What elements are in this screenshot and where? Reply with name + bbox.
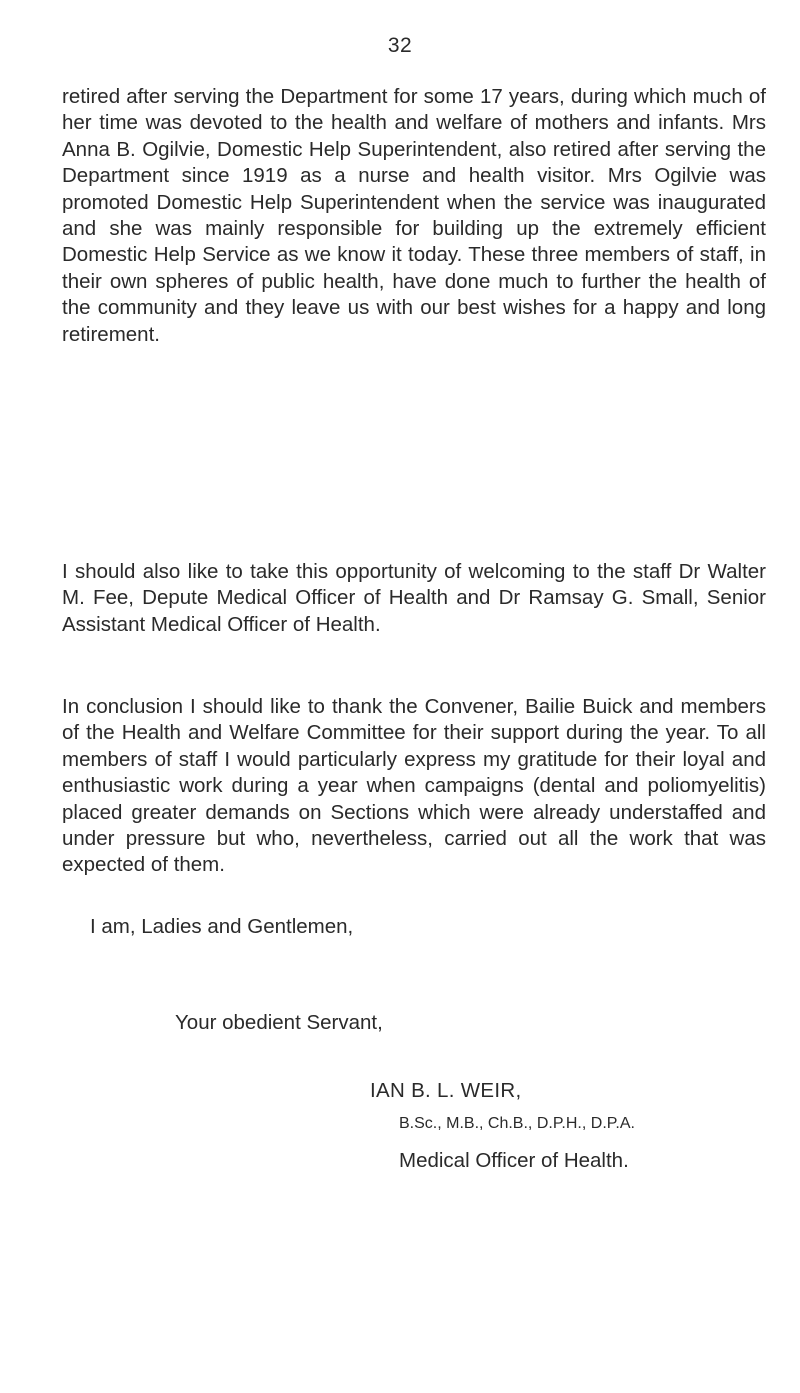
body-paragraph: In conclusion I should like to thank the Convener, Bailie Buick and members of the Health and Welfare Committee for their support during the year. To all members of staff I would particularly express my gratitude for their loyal and enthusiastic work during a year when campaigns (dental and poliomyelitis) placed greater demands on Sections which were already understaffed and under pressure but who, nevertheless, carried out all the work that was expected of them.: [62, 695, 766, 877]
body-paragraph: retired after serving the Department for some 17 years, during which much of her time was devoted to the health and welfare of mothers and infants. Mrs Anna B. Ogilvie, Domestic Help Superintendent, also retired after serving the Department since 1919 as a nurse and health visitor. Mrs Ogilvie was promoted Domestic Help Superintendent when the service was inaugurated and she was mainly responsible for building up the extremely efficient Domestic Help Service as we know it today. These three members of staff, in their own spheres of public health, have done much to further the health of the community and they leave us with our best wishes for a happy and long retirement.: [62, 85, 766, 346]
valediction: Your obedient Servant,: [175, 1011, 383, 1034]
signature-degrees: B.Sc., M.B., Ch.B., D.P.H., D.P.A.: [399, 1115, 635, 1132]
signature-name: IAN B. L. WEIR,: [370, 1079, 522, 1102]
body-paragraph: I should also like to take this opportunity of welcoming to the staff Dr Walter M. Fee, Depute Medical Officer of Health and Dr Ramsay G. Small, Senior Assistant Medical Officer of Health.: [62, 560, 766, 636]
salutation: I am, Ladies and Gentlemen,: [90, 915, 354, 938]
signature-title: Medical Officer of Health.: [399, 1149, 629, 1172]
page-number: 32: [387, 34, 413, 57]
